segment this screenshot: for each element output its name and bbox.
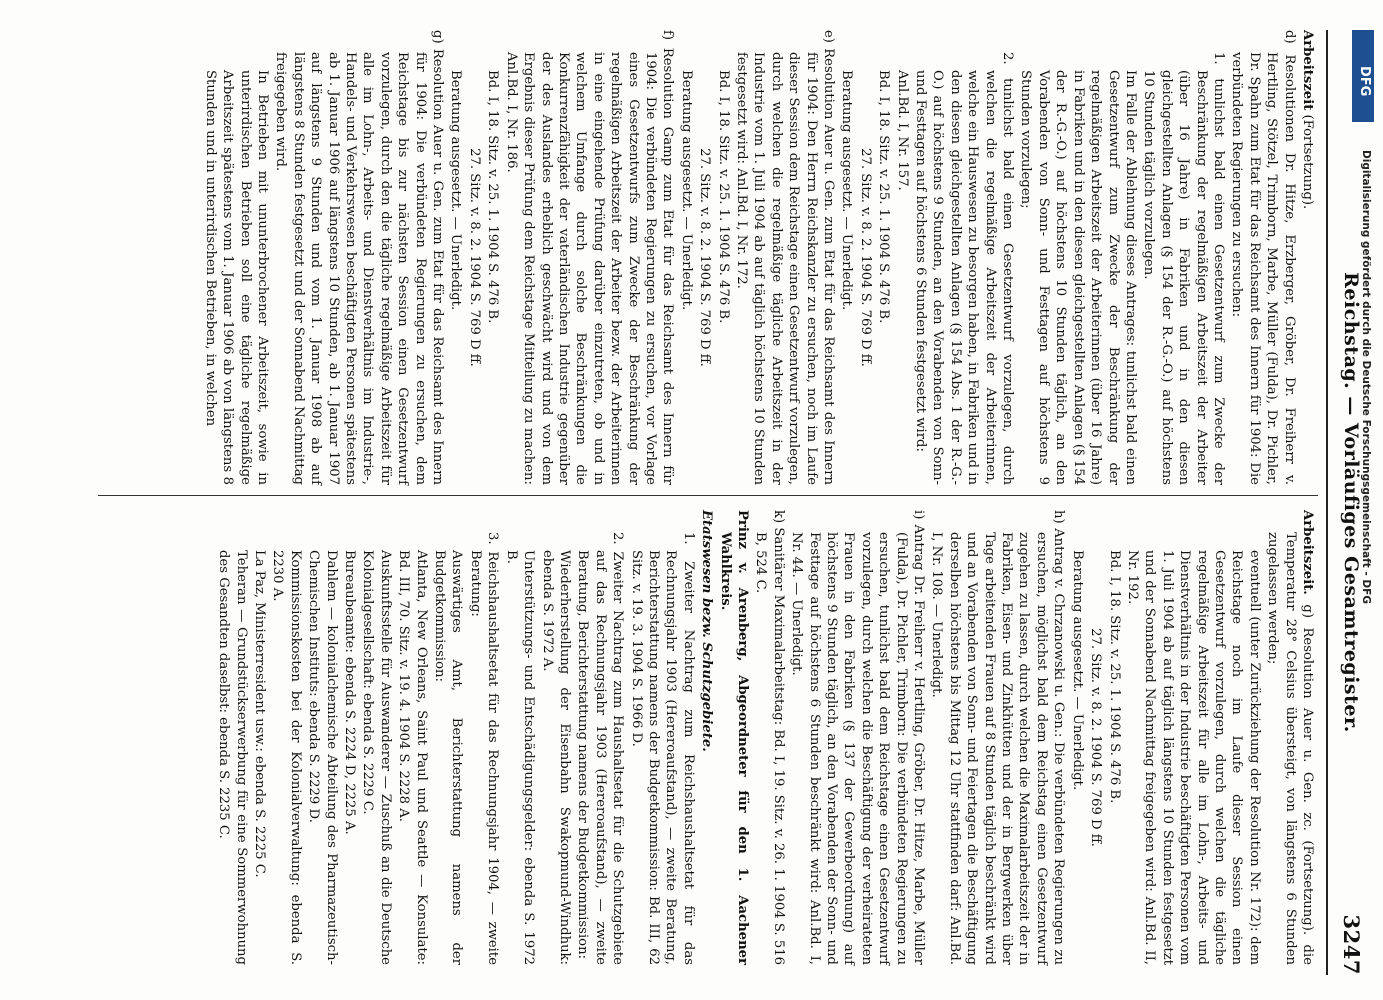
- page-number: 3247: [1339, 914, 1364, 975]
- right-column: [214, 510, 1316, 965]
- entry-keyword: Arbeitszeit.: [1300, 510, 1315, 595]
- reference: 27. Sitz. v. 8. 2. 1904 S. 769 D ff.: [466, 148, 482, 367]
- left-column: [200, 30, 1316, 485]
- member-entry-arenberg: Prinz v. Arenberg, Abgeordneter für den 1. Aachener Wahlkreis.: [717, 510, 750, 965]
- budget-subitem: Unterstützungs- und Entschädigungsgelder: ebenda S. 1972 B.: [503, 550, 537, 965]
- budget-subitem: Bureaubeamte: ebenda S. 2224 D, 2225 A.: [342, 550, 358, 835]
- budget-item-1: 1. Zweiter Nachtrag zum Reichshaushaltsetat für das Rechnungsjahr 1903 (Hereroaufstand), — zweite Beratung, Berichterstattung namens der Budgetkommission: Bd. III, 62 Sitz. v. 19. 3. 1904 S. 1966 D.: [628, 532, 696, 965]
- budget-item-2: 2. Zweiter Nachtrag zum Haushaltsetat für die Schutzgebiete auf das Rechnungsjahr 1903 (Hereroaufstand), — zweite Beratung, Berichterstattung namens der Budgetkommission:: [575, 532, 626, 965]
- resolution-f: f) Resolution Gamp zum Etat für das Reichsamt des Innern für 1904: Die verbündeten Regierungen zu ersuchen, vor Vorlage eines Gesetzentwurfs zum Zwecke der Beschränkung der regelmäßigen Arbeitszeit der Arbeiter bezw. der Arbeiterinnen in eine eingehende Prüfung darüber einzutreten, ob und in welchem Umfange durch solche Beschränkungen die Konkurrenzfähigkeit der vaterländischen Industrie gegenüber der des Auslandes erheblich geschwächt wird und von dem Ergebnis dieser Prüfung dem Reichstage Mitteilung zu machen: Anl.Bd. I, Nr. 186.: [503, 30, 676, 485]
- reference: Bd. I, 18. Sitz. v. 25. 1. 1904 S. 476 B.: [1106, 550, 1122, 804]
- subject-heading: Etatswesen bezw. Schutzgebiete.: [699, 510, 715, 752]
- reference: Bd. I, 18. Sitz. v. 25. 1. 1904 S. 476 B.: [485, 70, 501, 324]
- budget-subitem: Kommissionskosten bei der Kolonialverwaltung: ebenda S. 2230 A.: [270, 550, 303, 965]
- budget-subitem: Auskunftsstelle für Auswanderer — Zuschuß an die Deutsche Kolonialgesellschaft: ebenda S. 2229 C.: [360, 550, 393, 965]
- resolution-d: d) Resolutionen Dr. Hitze, Erzberger, Gröber, Dr. Freiherr v. Hertling, Stötzel, Trimborn, Marbe, Müller (Fulda), Dr. Pichler, Dr. Spahn zum Etat für das Reichsamt des Innern für 1904: Die verbündeten Regierungen zu ersuchen:: [1229, 30, 1297, 485]
- dfg-logo-icon: [1352, 30, 1374, 122]
- budget-subitem: Atlanta, New Orleans, Saint Paul und Seattle — Konsulate: Bd. III, 70. Sitz. v. 19. 4. 1904 S. 2228 A.: [396, 550, 429, 965]
- resolution-g: g) Resolution Auer u. Gen. zum Etat für das Reichsamt des Innern für 1904: Die verbündeten Regierungen zu ersuchen, dem Reichstage bis zur nächsten Session einen Gesetzentwurf vorzulegen, durch den die tägliche regelmäßige Arbeitszeit für alle im Lohn-, Arbeits- und Dienstverhältnis im Industrie-, Handels- und Verkehrswesen beschäftigten Personen spätestens ab 1. Januar 1906 auf längstens 10 Stunden, ab 1. Januar 1907 auf längstens 9 Stunden und vom 1. Januar 1908 ab auf längstens 8 Stunden festgesetzt und der Sonnabend Nachmittag freigegeben wird.: [273, 30, 446, 485]
- reference: 27. Sitz. v. 8. 2. 1904 S. 769 D ff.: [697, 148, 713, 367]
- rotated-register-page: [80, 10, 1370, 995]
- resolution-d-item-1: 1. tunlichst bald einen Gesetzentwurf zum Zwecke der Beschränkung der regelmäßigen Arbeitszeit der Arbeiter (über 16 Jahre) in Fabriken und in den diesen gleichgestellten Anlagen (§ 154 der R.-G.-O.) auf höchstens 10 Stunden täglich vorzulegen.: [1141, 52, 1226, 485]
- dfg-logo-text: DFG: [1357, 66, 1372, 97]
- budget-subitem: La Paz, Ministerresident usw.: ebenda S. 2225 C.: [252, 550, 268, 878]
- budget-item-3: 3. Reichshaushaltsetat für das Rechnungsjahr 1904, — zweite Beratung:: [467, 532, 501, 965]
- budget-subitem: Teheran — Grundstückserwerbung für eine Sommerwohnung des Gesandten daselbst: ebenda S. 2235 C.: [216, 550, 249, 965]
- running-title: Reichstag. — Vorläufiges Gesamtregister.: [1340, 272, 1362, 733]
- resolution-g-continuation: [1264, 510, 1316, 965]
- digitization-note: Digitalisierung gefördert durch die Deutsche Forschungsgemeinschaft - DFG: [1360, 150, 1372, 604]
- entry-intro: [1299, 30, 1316, 485]
- resolution-e: e) Resolution Auer u. Gen. zum Etat für das Reichsamt des Innern für 1904: Den Herrn Reichskanzler zu ersuchen, noch im Laufe dieser Session dem Reichstage einen Gesetzentwurf vorzulegen, durch welchen die regelmäßige tägliche Arbeitszeit in der Industrie vom 1. Juli 1904 ab auf täglich höchstens 10 Stunden festgesetzt wird: Anl.Bd. I, Nr. 172.: [734, 30, 837, 485]
- digitization-sidebar: [1352, 30, 1374, 970]
- reference: Anl.Bd. I, Nr. 157.: [894, 70, 910, 191]
- reference: 27. Sitz. v. 8. 2. 1904 S. 769 D ff.: [857, 148, 873, 367]
- motion-i: i) Antrag Dr. Freiherr v. Hertling, Gröber, Dr. Hitze, Marbe, Müller (Fulda), Dr. Pichler, Trimborn: Die verbündeten Regierungen zu ersuchen, tunlichst bald dem Reichstage einen Gesetzentwurf vorzulegen, durch welchen die Beschäftigung der verheirateten Frauen in den Fabriken (§ 137 der Gewerbeordnung) auf höchstens 9 Stunden täglich, an den Vorabenden der Sonn- und Festtage auf höchstens 6 Stunden beschränkt wird: Anl.Bd. I, Nr. 44. — Unerledigt.: [789, 510, 927, 965]
- resolution-d-fallback: Im Falle der Ablehnung dieses Antrages: tunlichst bald einen Gesetzentwurf zum Zwecke der Beschränkung der regelmäßigen Arbeitszeit der Arbeiterinnen (über 16 Jahre) in Fabriken und in den diesen gleichgestellten Anlagen (§ 154 der R.-G.-O.) auf höchstens 10 Stunden täglich, an den Vorabenden von Sonn- und Festtagen auf höchstens 9 Stunden vorzulegen;: [1018, 70, 1138, 485]
- entry-continued: (Fortsetzung).: [1300, 114, 1315, 210]
- resolution-g-eventuell: eventuell (unter Zurückziehung der Resolution Nr. 172): dem Reichstage noch im Laufe dieser Session einen Gesetzentwurf vorzulegen, durch welchen die tägliche regelmäßige Arbeitszeit für alle im Lohn-, Arbeits- und Dienstverhältnis in der Industrie beschäftigten Personen vom 1. Juli 1904 ab auf täglich längstens 10 Stunden festgesetzt und der Sonnabend Nachmittag freigegeben wird: Anl.Bd. II, Nr. 192.: [1124, 550, 1262, 965]
- motion-h: h) Antrag v. Chrzanowski u. Gen.: Die verbündeten Regierungen zu ersuchen, möglichst bald dem Reichstag einen Gesetzentwurf zugehen zu lassen, durch welchen die Maximalarbeitszeit der in Fabriken, Eisen- und Zinkhütten und der in Bergwerken über Tage arbeitenden Frauen auf 8 Stunden täglich beschränkt wird und an Vorabenden von Sonn- und Feiertagen die Beschäftigung derselben höchstens bis Mittag 12 Uhr stattfinden darf: Anl.Bd. I, Nr. 108. — Unerledigt.: [929, 510, 1067, 965]
- entry-keyword: Arbeitszeit: [1300, 30, 1315, 111]
- resolution-d-item-2: 2. tunlichst bald einen Gesetzentwurf vorzulegen, durch welchen die regelmäßige Arbeitszeit der Arbeiterinnen, welche ein Hauswesen zu besorgen haben, in Fabriken und in den diesen gleichgestellten Anlagen (§ 154 Abs. 1 der R.-G.-O.) auf höchstens 9 Stunden, an den Vorabenden von Sonn- und Festtagen auf höchstens 6 Stunden festgesetzt wird:: [913, 52, 1016, 485]
- resolution-g-continued: In Betrieben mit ununterbrochener Arbeitszeit, sowie in unterirdischen Betrieben soll eine tägliche regelmäßige Arbeitszeit spätestens vom 1. Januar 1906 ab von längstens 8 Stunden und in unterirdischen Betrieben, in welchen: [202, 70, 271, 485]
- column-divider: [98, 495, 1318, 496]
- budget-subitem: Dahlem — kolonialchemische Abteilung des Pharmazeutisch-Chemischen Instituts: ebenda S. 2229 D.: [306, 550, 339, 965]
- status-note: Beratung ausgesetzt. — Unerledigt.: [839, 70, 855, 311]
- item-k: k) Sanitärer Maximalarbeitstag: Bd. I, 19. Sitz. v. 26. 1. 1904 S. 516 B, 524 C.: [753, 510, 786, 965]
- status-note: Beratung ausgesetzt. — Unerledigt.: [448, 70, 464, 311]
- reference: 27. Sitz. v. 8. 2. 1904 S. 769 D ff.: [1088, 628, 1104, 847]
- budget-subitem: Wiederherstellung der Eisenbahn Swakopmund-Windhuk: ebenda S. 1972 A.: [539, 550, 572, 965]
- status-note: Beratung ausgesetzt. — Unerledigt.: [678, 70, 694, 311]
- reference: Bd. I, 18. Sitz. v. 25. 1. 1904 S. 476 B.: [715, 70, 731, 324]
- budget-subheading: Auswärtiges Amt, Berichterstattung namens der Budgetkommission:: [432, 550, 465, 965]
- reference: Bd. I, 18. Sitz. v. 25. 1. 1904 S. 476 B.: [876, 70, 892, 324]
- status-note: Beratung ausgesetzt. — Unerledigt.: [1069, 550, 1085, 791]
- resolution-g-text: g) Resolution Auer u. Gen. zc. (Fortsetzung). die Temperatur 28° Celsius übersteigt, von längstens 6 Stunden zugelassen werden;: [1265, 532, 1315, 965]
